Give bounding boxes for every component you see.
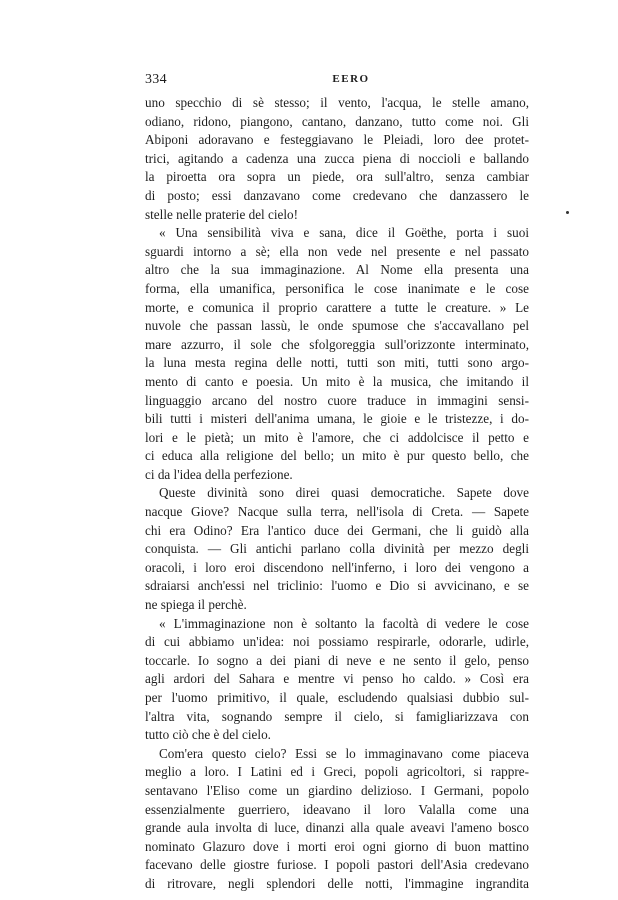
text-line: ci da l'idea della perfezione. <box>145 466 293 482</box>
text-line: trici, agitando a cadenza una zucca piena di noccioli e ballando <box>145 150 529 166</box>
text-line: sguardi intorno a sè; ella non vede nel presente e nel passato <box>145 243 529 259</box>
text-line: mento di canto e poesia. Un mito è la musica, che imitando il <box>145 373 529 389</box>
text-line: Abiponi adoravano e festeggiavano le Pleiadi, loro dee protet- <box>145 132 529 148</box>
page-number: 334 <box>145 72 167 87</box>
text-line: « Una sensibilità viva e sana, dice il Goëthe, porta i suoi <box>159 225 529 241</box>
text-line: chi era Odino? Era l'antico duce dei Germani, che li guidò alla <box>145 522 529 538</box>
text-line: lori e le pietà; un mito è l'amore, che ci addolcisce il petto e <box>145 429 529 445</box>
text-line: forma, ella umanifica, personifica le cose inanimate e le cose <box>145 280 529 296</box>
text-line: grande aula involta di luce, dinanzi alla quale aveavi l'ameno bosco <box>145 820 529 836</box>
page-header <box>145 72 529 88</box>
text-line: « L'immaginazione non è soltanto la facoltà di vedere le cose <box>159 615 529 631</box>
text-line: altro che la sua immaginazione. Al Nome ella presenta una <box>145 262 529 278</box>
text-line: Queste divinità sono direi quasi democratiche. Sapete dove <box>159 485 529 501</box>
text-line: oracoli, i loro eroi discendono nell'inferno, i loro dei vengono a <box>145 559 529 575</box>
text-line: conquista. — Gli antichi parlano colla divinità per mezzo degli <box>145 541 529 557</box>
text-line: meglio a loro. I Latini ed i Greci, popoli agricoltori, si rappre- <box>145 764 529 780</box>
text-line: di ritrovare, negli splendori delle notti, l'immagine ingrandita <box>145 875 529 891</box>
text-line: per l'uomo primitivo, il quale, escludendo qualsiasi dubbio sul- <box>145 690 529 705</box>
margin-speck <box>566 211 569 214</box>
text-line: ci educa alla religione del bello; un mito è pur questo bello, che <box>145 448 529 464</box>
text-line: mare azzurro, il sole che sfolgoreggia sull'orizzonte interminato, <box>145 336 529 352</box>
text-line: facevano delle giostre furiose. I popoli pastori dell'Asia credevano <box>145 857 529 873</box>
text-line: tutto ciò che è del cielo. <box>145 727 271 743</box>
text-line: l'altra vita, sognando sempre il cielo, si famigliarizzava con <box>145 708 529 724</box>
text-line: ne spiega il perchè. <box>145 597 247 613</box>
text-line: sdraiarsi anch'essi nel triclinio: l'uomo e Dio si avvicinano, e se <box>145 578 529 594</box>
text-line: agli ardori del Sahara e mentre vi penso ho caldo. » Così era <box>145 671 529 687</box>
text-line: di cui abbiamo un'idea: noi possiamo respirarle, odorarle, udirle, <box>145 634 529 650</box>
text-line: stelle nelle praterie del cielo! <box>145 206 299 222</box>
text-line: toccarle. Io sogno a dei piani di neve e ne sento il gelo, penso <box>145 652 529 668</box>
text-line: nominato Glazuro dove i morti eroi ogni giorno di buon mattino <box>145 838 529 854</box>
text-line: nuvole che passan lassù, le onde spumose che s'accavallano pel <box>145 318 529 334</box>
text-line: essenzialmente guerriero, ideavano il loro Valalla come una <box>145 801 529 817</box>
text-line: la luna mesta regina delle notti, tutti son miti, tutti sono argo- <box>145 355 529 371</box>
text-line: uno specchio di sè stesso; il vento, l'acqua, le stelle amano, <box>145 95 529 110</box>
text-line: sentavano l'Eliso come un giardino delizioso. I Germani, popolo <box>145 782 529 798</box>
text-line: bili tutti i misteri dell'anima umana, le gioie e le tristezze, i do- <box>145 411 529 427</box>
text-line: Com'era questo cielo? Essi se lo immaginavano come piaceva <box>159 745 529 761</box>
text-line: linguaggio arcano del nostro cuore traduce in immagini sensi- <box>145 392 529 408</box>
text-line: la piroetta ora sopra un piede, ora sull'altro, senza cambiar <box>145 169 529 185</box>
running-title: EERO <box>332 73 370 85</box>
body-text <box>145 94 529 894</box>
text-line: morte, e comunica il proprio carattere a tutte le creature. » Le <box>145 299 529 315</box>
text-line: di posto; essi danzavano come credevano che danzassero le <box>145 187 529 203</box>
text-line: nacque Giove? Nacque sulla terra, nell'isola di Creta. — Sapete <box>145 504 529 520</box>
text-line: odiano, ridono, piangono, cantano, danzano, tutto come noi. Gli <box>145 113 529 129</box>
